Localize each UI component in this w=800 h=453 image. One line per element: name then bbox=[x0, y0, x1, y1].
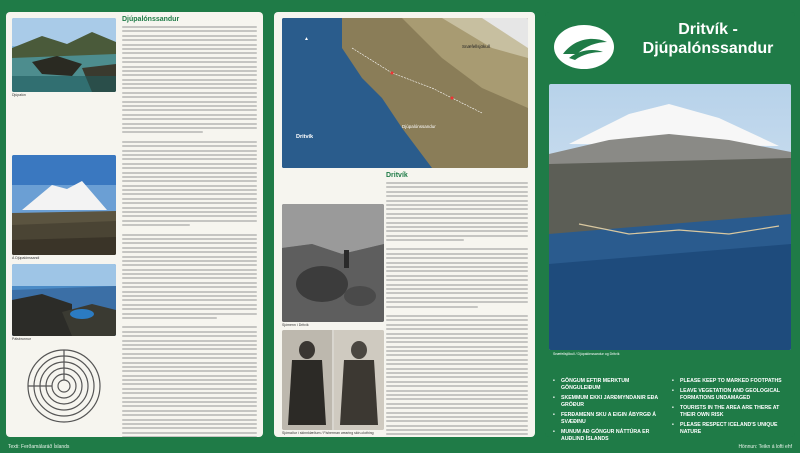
caption-photo1: Djúpalón bbox=[12, 93, 26, 97]
panel2-body-text bbox=[386, 182, 528, 437]
panel2-heading: Dritvík bbox=[386, 172, 408, 179]
title-line2: Djúpalónssandur bbox=[642, 40, 774, 57]
rule-en-1: • PLEASE KEEP TO MARKED FOOTPATHS bbox=[672, 378, 794, 385]
rules-english bbox=[672, 378, 794, 439]
page-title bbox=[628, 20, 788, 58]
caption-aerial: Snæfellsjökull / Djúpalónssandur og Dritvík bbox=[553, 352, 620, 356]
caption-panel2-1: Sjómenn í Dritvík bbox=[282, 323, 309, 327]
photo-mountain bbox=[12, 155, 116, 255]
photo-snaefellsjokull-aerial bbox=[549, 84, 791, 350]
labyrinth-diagram bbox=[12, 346, 116, 426]
rules-icelandic bbox=[553, 378, 669, 446]
rule-is-4: • MUNUM AÐ GÓNGUR NÁTTÚRA ER AUÐLIND ÍSLANDS bbox=[553, 429, 669, 443]
svg-text:▲: ▲ bbox=[304, 36, 309, 42]
caption-photo2: Á Djúpalónssandi bbox=[12, 256, 40, 260]
photo-lava-rocks bbox=[282, 204, 384, 322]
rule-en-2: • LEAVE VEGETATION AND GEOLOGICAL FORMATIONS UNDAMAGED bbox=[672, 388, 794, 402]
map-label-djupalon: Djúpalónssandur bbox=[402, 124, 436, 129]
rule-is-1: • GÖNGUM EFTIR MERKTUM GÖNGULEIÐUM bbox=[553, 378, 669, 392]
map-label-jokull: Snæfellsjökull bbox=[462, 44, 490, 49]
photo-palsbrunnur bbox=[12, 264, 116, 336]
rule-is-2: • SKEMMUM EKKI JARÐMYNDANIR EÐA GRÓÐUR bbox=[553, 395, 669, 409]
logo-icon bbox=[553, 24, 615, 70]
map-label-dritvik: Dritvík bbox=[296, 134, 314, 140]
rule-is-3: • FERÐAMENN SKU A EIGIN ÁBYRGÐ Á SVÆÐINU bbox=[553, 412, 669, 426]
caption-panel2-2: Sjómaður í skinnklæðum / Fisherman wearing skin-clothing bbox=[282, 431, 374, 435]
footer-left: Texti: Ferðamálaráð Íslands bbox=[8, 444, 70, 450]
aerial-map bbox=[282, 18, 528, 168]
left-panel bbox=[6, 12, 263, 437]
title-line1: Dritvík - bbox=[678, 21, 738, 38]
photo-djupalon-lagoon bbox=[12, 18, 116, 92]
photo-fishermen bbox=[282, 330, 384, 430]
middle-panel bbox=[274, 12, 535, 437]
footer-right: Hönnun: Teikn á lofti ehf bbox=[738, 444, 792, 450]
caption-photo3: Pálsbrunnur bbox=[12, 337, 31, 341]
panel1-heading: Djúpalónssandur bbox=[122, 16, 180, 23]
rule-en-3: • TOURISTS IN THE AREA ARE THERE AT THEIR OWN RISK bbox=[672, 405, 794, 419]
panel1-body-text bbox=[122, 26, 257, 437]
rule-en-4: • PLEASE RESPECT ICELAND'S UNIQUE NATURE bbox=[672, 422, 794, 436]
title-block bbox=[553, 18, 789, 76]
